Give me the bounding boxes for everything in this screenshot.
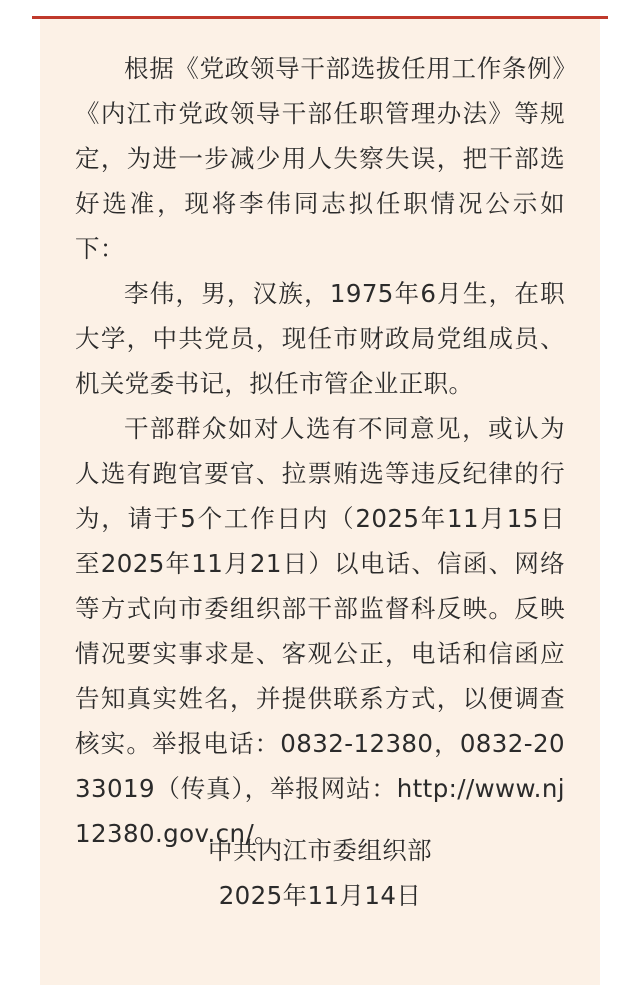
notice-body — [75, 46, 565, 856]
paragraph-intro: 根据《党政领导干部选拔任用工作条例》《内江市党政领导干部任职管理办法》等规定，为进一步减少用人失察失误，把干部选好选准，现将李伟同志拟任职情况公示如下： — [75, 54, 565, 263]
issue-date: 2025年11月14日 — [218, 881, 422, 910]
paragraph-feedback: 干部群众如对人选有不同意见，或认为人选有跑官要官、拉票贿选等违反纪律的行为，请于5个工作日内（2025年11月15日至2025年11月21日）以电话、信函、网络等方式向市委组织部干部监督科反映。反映情况要实事求是、客观公正，电话和信函应告知真实姓名，并提供联系方式，以便调查核实。举报电话：0832-12380，0832-2033019（传真），举报网站：http://www.nj12380.gov.cn/。 — [75, 414, 565, 848]
paragraph-candidate: 李伟，男，汉族，1975年6月生，在职大学，中共党员，现任市财政局党组成员、机关党委书记，拟任市管企业正职。 — [75, 279, 565, 398]
issuing-organization: 中共内江市委组织部 — [207, 836, 433, 865]
signature-block — [40, 828, 600, 918]
